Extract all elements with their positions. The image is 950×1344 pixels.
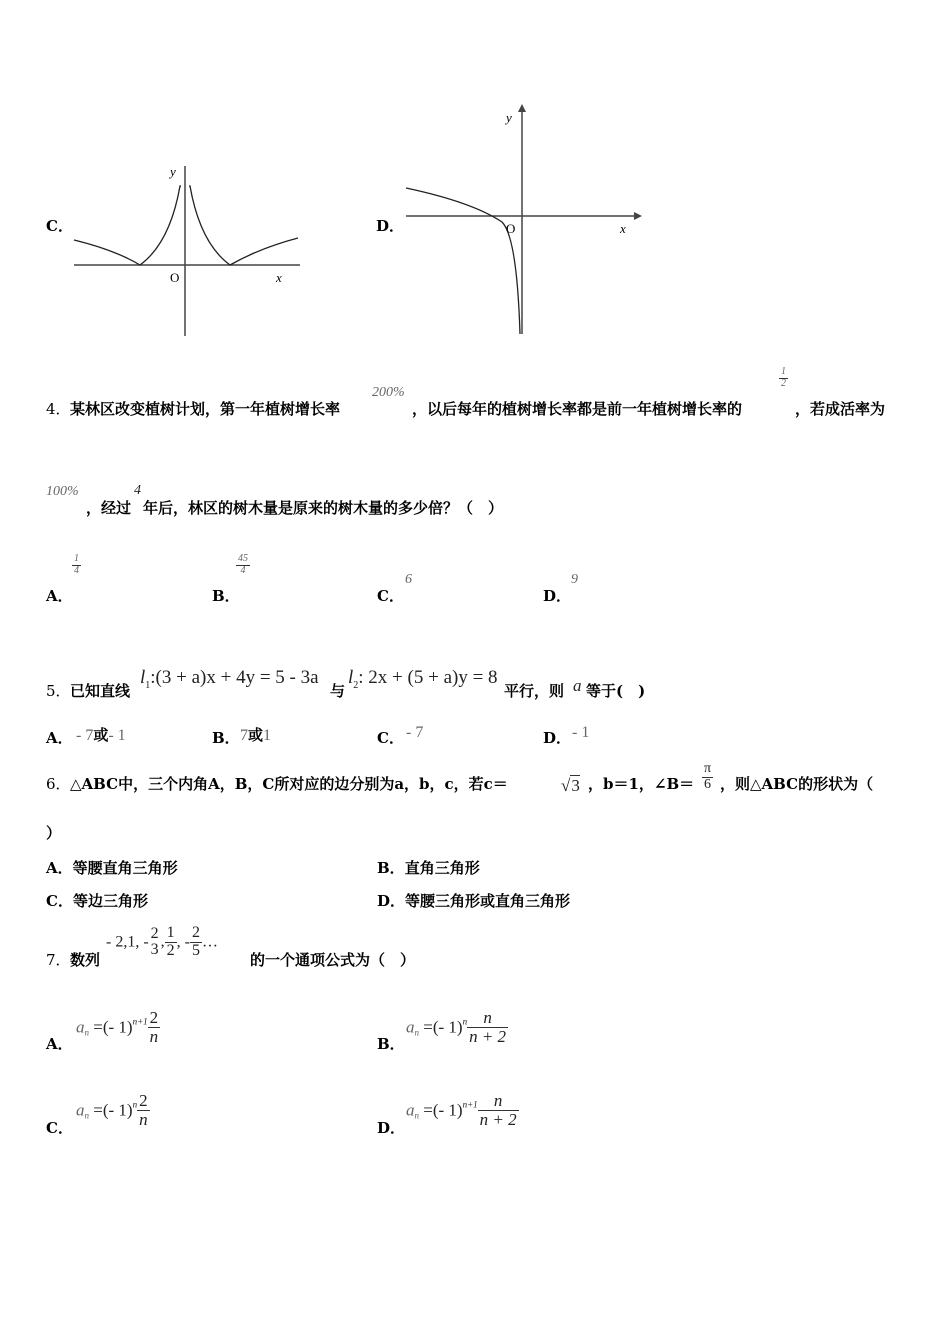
q6-sqrt-3: √3 [561,776,580,795]
q4-option-c-label[interactable]: C． [377,587,404,605]
q5-text-a: 已知直线 [70,682,131,700]
q5-conjunction: 与 [330,682,346,700]
q5-option-d-label[interactable]: D． [543,729,572,747]
q5-option-c-value: - 7 [406,724,424,741]
graph-d-x-label: x [620,221,626,236]
graph-c-y-label: y [170,164,176,179]
q4-ratio-fraction: $\frac{1}{2}$ [781,366,786,389]
q7-text-a: 数列 [70,951,101,969]
q4-option-a-label[interactable]: A． [46,587,73,605]
q7-option-a-formula: $a_n$ =(- 1)$^{n+1}$ $\frac{2}{n}$ [76,1008,159,1046]
q4-option-d-label[interactable]: D． [543,587,572,605]
q5-option-b-label[interactable]: B． [212,729,240,747]
q6-text-b: ，b＝1，∠B＝ [588,775,695,793]
q7-option-c-formula: $a_n$ =(- 1)$^n$ $\frac{2}{n}$ [76,1091,148,1129]
q4-survival-rate: 100% [46,484,79,499]
q6-text-a: △ABC中，三个内角A，B，C所对应的边分别为a，b，c，若c＝ [70,775,508,793]
q5-line1: $l_1:(3 + a)x + 4y = 5 - 3a$ [140,667,319,691]
graph-c-right-curve [189,186,298,265]
q5-number: 5． [46,682,71,700]
q7-text-b: 的一个通项公式为（ ） [250,951,416,969]
q7-option-c-label[interactable]: C． [46,1119,73,1137]
graph-d-origin: O [506,221,516,236]
q4-number: 4． [46,400,71,418]
q7-option-d-label[interactable]: D． [377,1119,406,1137]
q5-variable: a [573,676,582,695]
q4-text-c: ，若成活率为 [795,400,886,418]
q7-option-b-formula: $a_n$ =(- 1)$^n$ $\frac{n}{n + 2}$ [406,1008,507,1046]
graph-c-origin: O [170,270,180,285]
option-c-label: C． [46,217,73,235]
option-d-label: D． [376,217,405,235]
q4-text-e: 年后，林区的树木量是原来的树木量的多少倍？（ ） [143,499,504,517]
q5-option-d-value: - 1 [572,724,590,741]
q4-rate: 200% [372,385,405,400]
graph-d-y-label: y [506,110,512,125]
q4-text-d: ，经过 [86,499,132,517]
q7-option-d-formula: $a_n$ =(- 1)$^{n+1}$ $\frac{n}{n + 2}$ [406,1091,517,1129]
q4-option-c-value: 6 [405,572,412,587]
graph-c [70,158,302,338]
q5-line2: $l_2$: 2x + (5 + a)y = 8 [348,667,498,691]
q6-number: 6． [46,775,71,793]
q5-text-b: 平行，则 [504,682,565,700]
q6-option-b[interactable]: B．直角三角形 [377,859,480,877]
q4-option-a-value: $\frac{1}{4}$ [74,553,79,576]
q4-option-b-label[interactable]: B． [212,587,240,605]
q7-sequence: - 2,1, - 2 3 , $\frac{1}{2}$ , - $\frac{2}{5}$ … [106,924,218,959]
q7-option-a-label[interactable]: A． [46,1035,73,1053]
graph-c-left-curve [74,186,181,265]
q6-option-a[interactable]: A．等腰直角三角形 [46,859,178,877]
graph-c-x-label: x [276,270,282,285]
q5-option-a-value: - 7或- 1 [76,726,126,744]
q5-option-c-label[interactable]: C． [377,729,404,747]
q6-text-d: ） [46,824,62,842]
q6-option-d[interactable]: D．等腰三角形或直角三角形 [377,892,571,910]
q7-number: 7． [46,951,71,969]
q5-option-b-value: 7或1 [240,726,272,744]
q5-option-a-label[interactable]: A． [46,729,73,747]
q5-text-c: 等于( ) [586,682,646,700]
q4-text-b: ，以后每年的植树增长率都是前一年植树增长率的 [412,400,743,418]
q7-option-b-label[interactable]: B． [377,1035,405,1053]
q6-angle-fraction: $\frac{\pi}{6}$ [704,761,712,792]
q4-text-a: 某林区改变植树计划，第一年植树增长率 [70,400,341,418]
q4-years: 4 [134,483,141,498]
q4-option-b-value: $\frac{45}{4}$ [238,553,248,576]
graph-d-curve [406,188,520,334]
q6-option-c[interactable]: C．等边三角形 [46,892,148,910]
q6-text-c: ，则△ABC的形状为（ [720,775,874,793]
graph-d [402,102,642,338]
q4-option-d-value: 9 [571,572,578,587]
